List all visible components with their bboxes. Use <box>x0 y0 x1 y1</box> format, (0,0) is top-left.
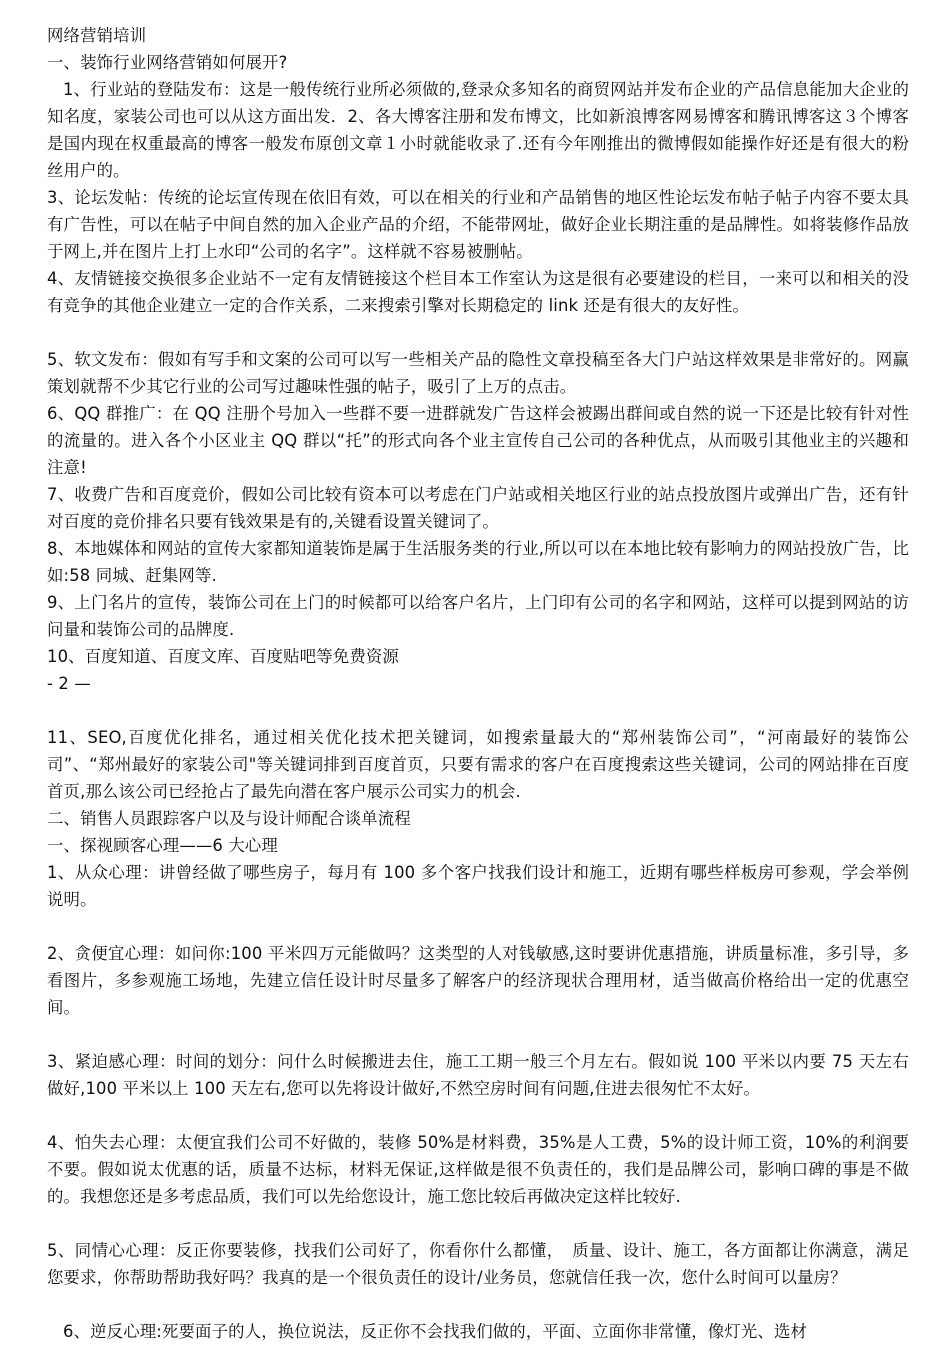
spacer <box>47 319 909 346</box>
mentality-5: 5、同情心心理：反正你要装修，找我们公司好了，你看你什么都懂， 质量、设计、施工，各方面都让你满意，满足您要求，你帮助帮助我好吗？我真的是一个很负责任的设计/业务员，您就信任我一次，您什么时间可以量房？ <box>47 1241 909 1287</box>
spacer <box>47 1102 909 1129</box>
paragraph-5: 5、软文发布：假如有写手和文案的公司可以写一些相关产品的隐性文章投稿至各大门户站这样效果是非常好的。网赢策划就帮不少其它行业的公司写过趣味性强的帖子，吸引了上万的点击。 <box>47 350 909 396</box>
document-page <box>47 22 909 1345</box>
paragraph-3: 3、论坛发帖：传统的论坛宣传现在依旧有效，可以在相关的行业和产品销售的地区性论坛发布帖子帖子内容不要太具有广告性，可以在帖子中间自然的加入企业产品的介绍，不能带网址，做好企业长期注重的是品牌性。如将装修作品放于网上,并在图片上打上水印“公司的名字”。这样就不容易被删帖。 <box>47 188 909 261</box>
paragraph-7: 7、收费广告和百度竞价，假如公司比较有资本可以考虑在门户站或相关地区行业的站点投放图片或弹出广告，还有针对百度的竞价排名只要有钱效果是有的,关键看设置关键词了。 <box>47 485 909 531</box>
section-1-title: 一、装饰行业网络营销如何展开? <box>47 53 288 72</box>
paragraph-1: 1、行业站的登陆发布：这是一般传统行业所必须做的,登录众多知名的商贸网站并发布企业的产品信息能加大企业的知名度，家装公司也可以从这方面出发．2、各大博客注册和发布博文，比如新浪博客网易博客和腾讯博客这３个博客是国内现在权重最高的博客一般发布原创文章１小时就能收录了.还有今年刚推出的微博假如能操作好还是有很大的粉丝用户的。 <box>47 80 909 180</box>
mentality-3: 3、紧迫感心理：时间的划分：问什么时候搬进去住，施工工期一般三个月左右。假如说 100 平米以内要 75 天左右做好,100 平米以上 100 天左右,您可以先将设计做好,不然空房时间有问题,住进去很匆忙不太好。 <box>47 1052 909 1098</box>
spacer <box>47 1021 909 1048</box>
document-title: 网络营销培训 <box>47 26 147 45</box>
paragraph-11: 11、SEO,百度优化排名，通过相关优化技术把关键词，如搜索量最大的“郑州装饰公司”，“河南最好的装饰公司”、“郑州最好的家装公司"等关键词排到百度首页，只要有需求的客户在百度搜索这些关键词，公司的网站排在百度首页,那么该公司已经抢占了最先向潜在客户展示公司实力的机会. <box>47 728 909 801</box>
paragraph-4: 4、友情链接交换很多企业站不一定有友情链接这个栏目本工作室认为这是很有必要建设的栏目，一来可以和相关的没有竞争的其他企业建立一定的合作关系，二来搜索引擎对长期稳定的 link 还是有很大的友好性。 <box>47 269 909 315</box>
spacer <box>47 913 909 940</box>
spacer <box>47 1210 909 1237</box>
spacer <box>47 1291 909 1318</box>
mentality-4: 4、怕失去心理：太便宜我们公司不好做的，装修 50%是材料费，35%是人工费，5%的设计师工资，10%的利润要不要。假如说太优惠的话，质量不达标，材料无保证,这样做是很不负责任的，我们是品牌公司，影响口碑的事是不做的。我想您还是多考虑品质，我们可以先给您设计，施工您比较后再做决定这样比较好. <box>47 1133 909 1206</box>
paragraph-10: 10、百度知道、百度文库、百度贴吧等免费资源 <box>47 647 399 666</box>
paragraph-8: 8、本地媒体和网站的宣传大家都知道装饰是属于生活服务类的行业,所以可以在本地比较有影响力的网站投放广告，比如:58 同城、赶集网等. <box>47 539 909 585</box>
mentality-2: 2、贪便宜心理：如问你:100 平米四万元能做吗？这类型的人对钱敏感,这时要讲优惠措施，讲质量标准，多引导，多看图片，多参观施工场地，先建立信任设计时尽量多了解客户的经济现状合理用材，适当做高价格给出一定的优惠空间。 <box>47 944 909 1017</box>
mentality-1: 1、从众心理：讲曾经做了哪些房子，每月有 100 多个客户找我们设计和施工，近期有哪些样板房可参观，学会举例说明。 <box>47 863 909 909</box>
spacer <box>47 697 909 724</box>
paragraph-9: 9、上门名片的宣传，装饰公司在上门的时候都可以给客户名片，上门印有公司的名字和网站，这样可以提到网站的访问量和装饰公司的品牌度. <box>47 593 909 639</box>
section-2-title: 二、销售人员跟踪客户以及与设计师配合谈单流程 <box>47 809 411 828</box>
mentality-6: 6、逆反心理:死要面子的人，换位说法，反正你不会找我们做的，平面、立面你非常懂，像灯光、选材 <box>63 1322 808 1341</box>
subsection-title: 一、探视顾客心理——6 大心理 <box>47 836 278 855</box>
page-number: - 2 — <box>47 674 91 693</box>
paragraph-6: 6、QQ 群推广：在 QQ 注册个号加入一些群不要一进群就发广告这样会被踢出群间或自然的说一下还是比较有针对性的流量的。进入各个小区业主 QQ 群以“托”的形式向各个业主宣传自己公司的各种优点，从而吸引其他业主的兴趣和注意! <box>47 404 909 477</box>
